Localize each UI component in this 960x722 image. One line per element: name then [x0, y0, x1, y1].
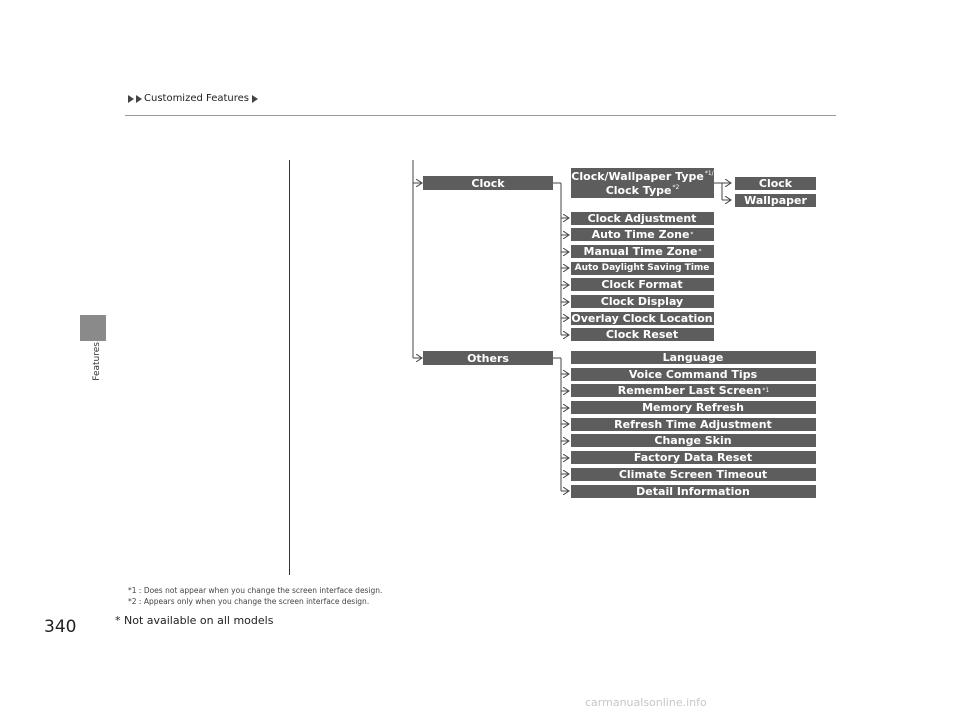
type-option-wallpaper: Wallpaper [735, 194, 816, 207]
clock-type-node [571, 168, 714, 198]
others-item: Change Skin [571, 434, 816, 447]
others-item: Language [571, 351, 816, 364]
clock-item: Clock Reset [571, 328, 714, 341]
others-item: Climate Screen Timeout [571, 468, 816, 481]
clock-item: Auto Time Zone * [571, 228, 714, 241]
clock-item: Clock Adjustment [571, 212, 714, 225]
others-item: Refresh Time Adjustment [571, 418, 816, 431]
clock-item: Manual Time Zone * [571, 245, 714, 258]
clock-node-label: Clock [471, 176, 505, 190]
footnote-2: *2 : Appears only when you change the screen interface design. [128, 597, 370, 606]
clock-item: Overlay Clock Location [571, 312, 713, 325]
clock-type-line1: Clock/Wallpaper Type$^{*1/}$ [571, 169, 714, 183]
others-item: Memory Refresh [571, 401, 816, 414]
footnote-1: *1 : Does not appear when you change the screen interface design. [128, 586, 383, 595]
clock-item-arrows [561, 218, 569, 335]
others-node-label: Others [467, 351, 509, 365]
clock-item: Auto Daylight Saving Time [571, 262, 714, 275]
others-item: Voice Command Tips [571, 368, 816, 381]
clock-item: Clock Display [571, 295, 714, 308]
clock-node [423, 176, 553, 190]
others-item: Remember Last Screen *1 [571, 384, 816, 397]
others-node [423, 351, 553, 365]
clock-item: Clock Format [571, 278, 714, 291]
type-option-clock: Clock [735, 177, 816, 190]
clock-type-line2: Clock Type$^{*2}$ [605, 183, 680, 197]
page-number: 340 [44, 617, 77, 637]
watermark: carmanualsonline.info [585, 696, 707, 709]
others-item: Detail Information [571, 485, 816, 498]
breadcrumb-label: Customized Features [144, 93, 250, 104]
availability-note: * Not available on all models [115, 614, 274, 627]
section-label: Features [92, 342, 102, 381]
others-item-arrows [561, 374, 569, 491]
others-item: Factory Data Reset [571, 451, 816, 464]
